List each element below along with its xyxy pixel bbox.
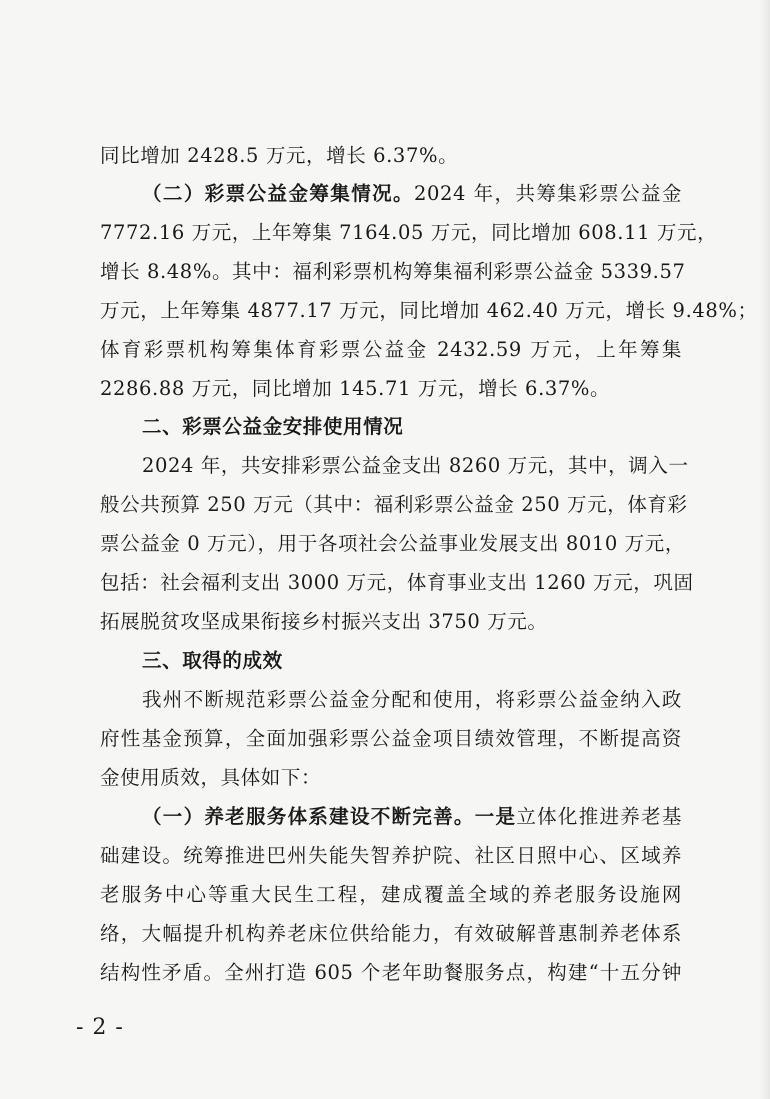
paragraph-text: 2024 年，共筹集彩票公益金 (413, 182, 682, 205)
paragraph-line: 我州不断规范彩票公益金分配和使用，将彩票公益金纳入政 (142, 688, 682, 711)
paragraph-line: 7772.16 万元，上年筹集 7164.05 万元，同比增加 608.11 万元， (100, 221, 718, 244)
paragraph-line: 万元，上年筹集 4877.17 万元，同比增加 462.40 万元，增长 9.48%； (100, 299, 758, 322)
paragraph-line: 老服务中心等重大民生工程，建成覆盖全域的养老服务设施网 (100, 883, 682, 906)
paragraph-line: 般公共预算 250 万元（其中：福利彩票公益金 250 万元，体育彩 (100, 493, 688, 516)
emphasis-first: 一是 (474, 805, 517, 828)
paragraph-line: 金使用质效，具体如下： (100, 766, 322, 789)
lottery-fund-raising-paragraph-line-1 (142, 180, 682, 208)
scan-edge-shadow (760, 0, 770, 1099)
paragraph-line: 票公益金 0 万元），用于各项社会公益事业发展支出 8010 万元， (100, 532, 685, 555)
continuation-line: 同比增加 2428.5 万元，增长 6.37%。 (100, 144, 459, 167)
section-2-subheading: （二）彩票公益金筹集情况。 (142, 182, 414, 205)
paragraph-line: 包括：社会福利支出 3000 万元，体育事业支出 1260 万元，巩固 (100, 571, 694, 594)
paragraph-line: 础建设。统筹推进巴州失能失智养护院、社区日照中心、区域养 (100, 844, 682, 867)
paragraph-line: 2286.88 万元，同比增加 145.71 万元，增长 6.37%。 (100, 377, 611, 400)
section-heading-achievements: 三、取得的成效 (142, 649, 283, 672)
paragraph-line: 拓展脱贫攻坚成果衔接乡村振兴支出 3750 万元。 (100, 610, 548, 633)
paragraph-line: 络，大幅提升机构养老床位供给能力，有效破解普惠制养老体系 (100, 922, 682, 945)
paragraph-line: 结构性矛盾。全州打造 605 个老年助餐服务点，构建“十五分钟 (100, 961, 682, 984)
paragraph-line: 2024 年，共安排彩票公益金支出 8260 万元，其中，调入一 (142, 454, 689, 477)
paragraph-line: 增长 8.48%。其中：福利彩票机构筹集福利彩票公益金 5339.57 (100, 260, 686, 283)
elderly-care-paragraph-line-1 (142, 803, 682, 831)
page-number: - 2 - (76, 1015, 124, 1040)
subsection-heading-elderly-care: （一）养老服务体系建设不断完善。 (142, 805, 475, 828)
paragraph-line: 体育彩票机构筹集体育彩票公益金 2432.59 万元，上年筹集 (100, 338, 682, 361)
paragraph-line: 府性基金预算，全面加强彩票公益金项目绩效管理，不断提高资 (100, 727, 682, 750)
section-heading-usage: 二、彩票公益金安排使用情况 (142, 415, 404, 438)
paragraph-text: 立体化推进养老基 (516, 805, 682, 828)
